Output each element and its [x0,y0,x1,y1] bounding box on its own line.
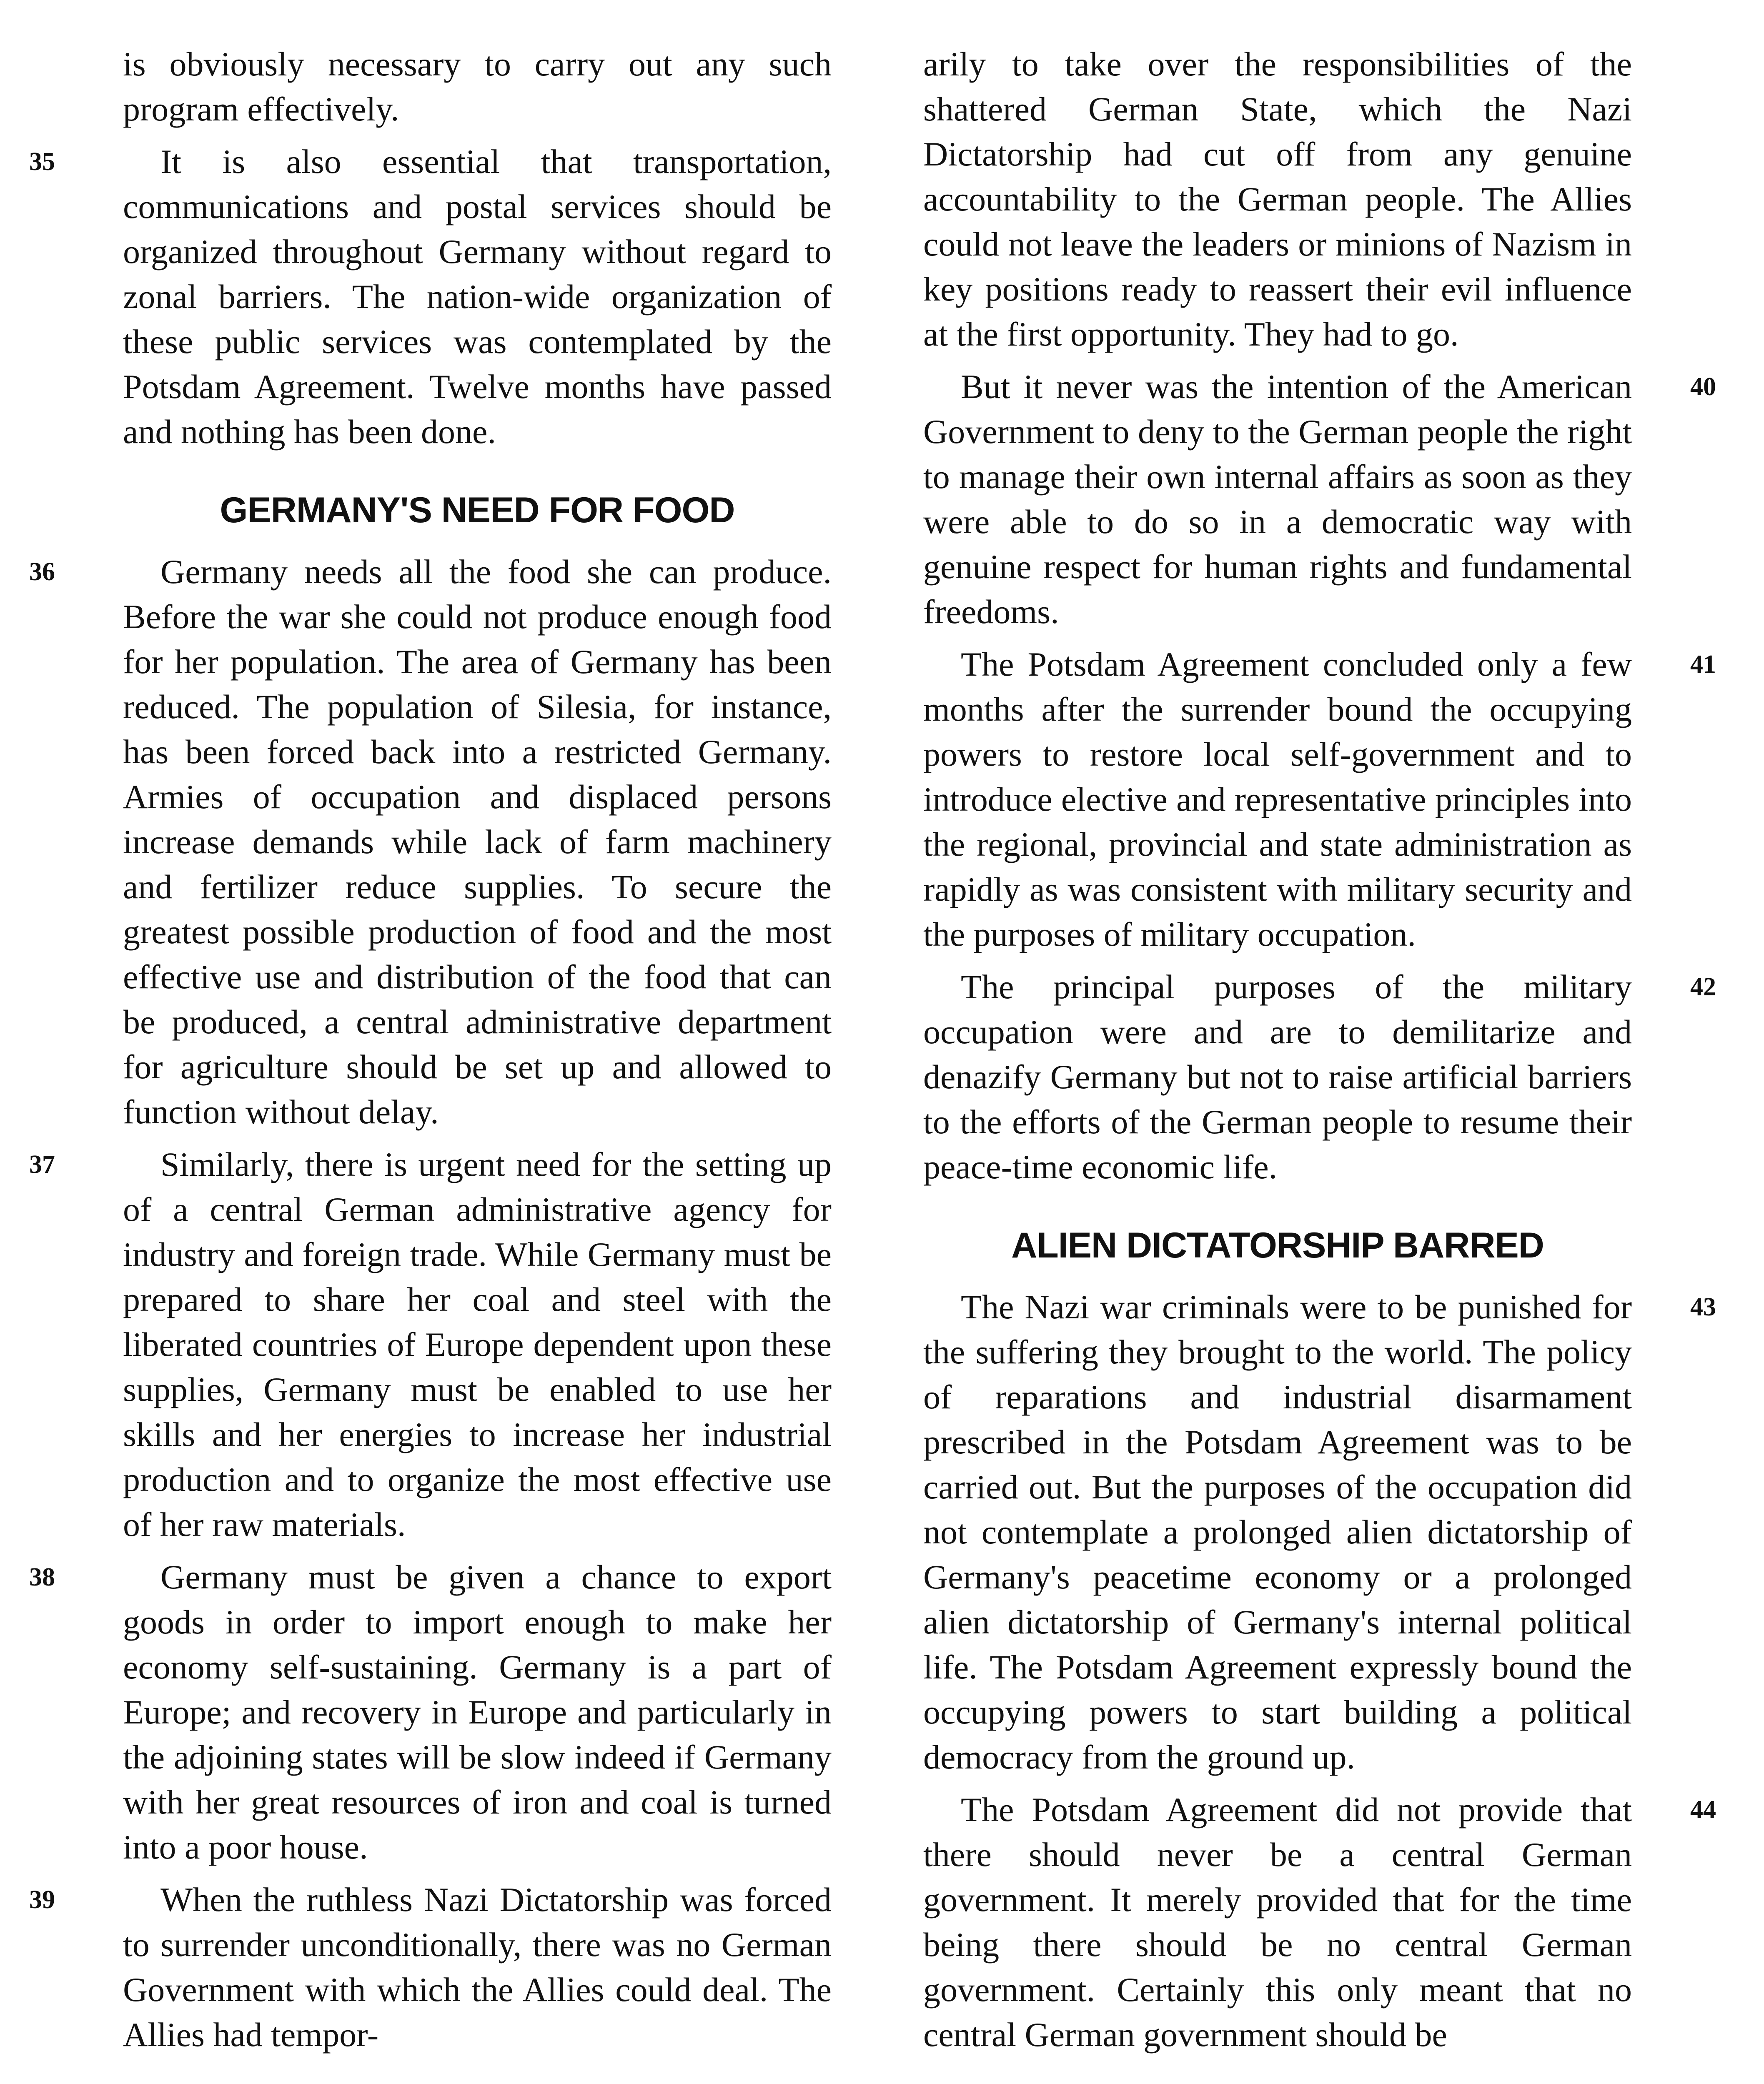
paragraph-42 [923,964,1716,1190]
paragraph-number: 38 [29,1563,55,1591]
right-column [923,42,1716,2065]
paragraph-number: 39 [29,1886,55,1914]
paragraph-text: Similarly, there is urgent need for the setting up of a central German administrative agency for industry and foreign trade. While Germany must be prepared to share her coal and steel with the liberated countries of Europe dependent upon these supplies, Germany must be enabled to use her skills and her energies to increase her industrial production and to organize the most effective use of her raw materials. [123,1145,832,1543]
paragraph-text: The principal purposes of the military occupation were and are to demilitarize and denazify Germany but not to raise artificial barriers to the efforts of the German people to resume their peace-time economic life. [923,968,1632,1186]
paragraph-number: 37 [29,1150,55,1179]
paragraph-37 [29,1142,832,1547]
paragraph-35 [29,139,832,454]
paragraph-number: 41 [1690,650,1716,679]
paragraph-38 [29,1555,832,1870]
paragraph-continued: arily to take over the responsibilities of the shattered German State, which the Nazi Dictatorship had cut off from any genuine accountability to the German people. The Allies could not leave the leaders or minions of Nazism in key positions ready to reassert their evil influence at the first opportunity. They had to go. [923,45,1632,353]
paragraph-41 [923,642,1716,957]
paragraph-40 [923,364,1716,634]
paragraph-text: The Potsdam Agreement concluded only a few months after the surrender bound the occupying powers to restore local self-government and to introduce elective and representative principles into the regional, provincial and state administration as rapidly as was consistent with military security and the purposes of military occupation. [923,645,1632,953]
paragraph-43 [923,1285,1716,1780]
paragraph-text: Germany needs all the food she can produce. Before the war she could not produce enough food for her population. The area of Germany has been reduced. The population of Silesia, for instance, has been forced back into a restricted Germany. Armies of occupation and displaced persons increase demands while lack of farm machinery and fertilizer reduce supplies. To secure the greatest possible production of food and the most effective use and distribution of the food that can be produced, a central administrative department for agriculture should be set up and allowed to function without delay. [123,553,832,1131]
section-heading-dictatorship: ALIEN DICTATORSHIP BARRED [1011,1225,1544,1265]
paragraph-number: 42 [1690,973,1716,1001]
paragraph-text: The Potsdam Agreement did not provide that there should never be a central German government. It merely provided that for the time being there should be no central German government. Certainly this only meant that no central German government should be [923,1791,1632,2054]
paragraph-text: The Nazi war criminals were to be punished for the suffering they brought to the world. The policy of reparations and industrial disarmament prescribed in the Potsdam Agreement was to be carried out. But the purposes of the occupation did not contemplate a prolonged alien dictatorship of Germany's peacetime economy or a prolonged alien dictatorship of Germany's internal political life. The Potsdam Agreement expressly bound the occupying powers to start building a political democracy from the ground up. [923,1288,1632,1776]
paragraph-number: 35 [29,148,55,176]
paragraph-text: It is also essential that transportation, communications and postal services should be organized throughout Germany without regard to zonal barriers. The nation-wide organization of these public services was contemplated by the Potsdam Agreement. Twelve months have passed and nothing has been done. [123,143,832,451]
paragraph-number: 36 [29,558,55,586]
section-heading-food: GERMANY'S NEED FOR FOOD [220,490,735,530]
paragraph-text: When the ruthless Nazi Dictatorship was forced to surrender unconditionally, there was no German Government with which the Allies could deal. The Allies had tempor- [123,1881,832,2054]
paragraph-text: But it never was the intention of the American Government to deny to the German people the right to manage their own internal affairs as soon as they were able to do so in a democratic way with genuine respect for human rights and fundamental freedoms. [923,368,1632,631]
paragraph-number: 43 [1690,1293,1716,1321]
paragraph-44 [923,1787,1716,2057]
paragraph-text: Germany must be given a chance to export goods in order to import enough to make her economy self-sustaining. Germany is a part of Europe; and recovery in Europe and particularly in the adjoining states will be slow indeed if Germany with her great resources of iron and coal is turned into a poor house. [123,1558,832,1866]
paragraph-continued: is obviously necessary to carry out any such program effectively. [123,45,832,128]
paragraph-36 [29,549,832,1135]
left-column [29,42,832,2065]
paragraph-number: 44 [1690,1796,1716,1824]
paragraph-number: 40 [1690,373,1716,401]
paragraph-39 [29,1877,832,2057]
